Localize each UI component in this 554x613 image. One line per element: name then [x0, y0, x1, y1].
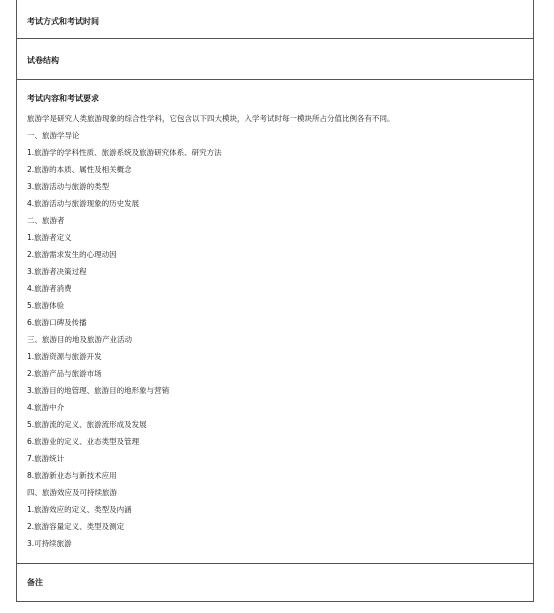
paper-structure-heading: 试卷结构: [27, 56, 59, 65]
content-list-item: 3.可持续旅游: [27, 539, 72, 548]
content-list-item: 1.旅游者定义: [27, 233, 72, 242]
content-list-item: 7.旅游统计: [27, 454, 65, 463]
remarks-row: [17, 564, 533, 602]
exam-syllabus-table: [16, 0, 534, 602]
exam-method-row: [17, 0, 533, 39]
content-list-item: 5.旅游流的定义、旅游流形成及发展: [27, 420, 147, 429]
content-list-item: 2.旅游产品与旅游市场: [27, 369, 102, 378]
content-list-item: 1.旅游效应的定义、类型及内涵: [27, 505, 132, 514]
remarks-heading: 备注: [27, 578, 43, 587]
content-list-item: 二、旅游者: [27, 216, 65, 225]
content-list-item: 5.旅游体验: [27, 301, 65, 310]
content-list-item: 一、旅游学导论: [27, 131, 80, 140]
content-list-item: 三、旅游目的地及旅游产业活动: [27, 335, 132, 344]
content-list-item: 3.旅游者决策过程: [27, 267, 87, 276]
content-list-item: 2.旅游需求发生的心理动因: [27, 250, 117, 259]
content-list-item: 四、旅游效应及可持续旅游: [27, 488, 117, 497]
content-list-item: 8.旅游新业态与新技术应用: [27, 471, 117, 480]
content-list-item: 4.旅游中介: [27, 403, 65, 412]
exam-method-heading: 考试方式和考试时间: [27, 17, 99, 26]
content-list-item: 3.旅游活动与旅游的类型: [27, 182, 110, 191]
content-heading: 考试内容和考试要求: [27, 94, 99, 103]
content-list-item: 3.旅游目的地管理、旅游目的地形象与营销: [27, 386, 170, 395]
content-list-item: 2.旅游的本质、属性及相关概念: [27, 165, 132, 174]
content-list-item: 1.旅游学的学科性质、旅游系统及旅游研究体系、研究方法: [27, 148, 222, 157]
content-list-item: 1.旅游资源与旅游开发: [27, 352, 102, 361]
content-list-item: 4.旅游者消费: [27, 284, 72, 293]
content-row: [17, 80, 533, 564]
content-list-item: 6.旅游口碑及传播: [27, 318, 87, 327]
content-list-item: 4.旅游活动与旅游现象的历史发展: [27, 199, 140, 208]
content-list-item: 2.旅游容量定义、类型及测定: [27, 522, 125, 531]
paper-structure-row: [17, 39, 533, 80]
content-intro-text: 旅游学是研究人类旅游现象的综合性学科，它包含以下四大模块，入学考试时每一模块所占分值比例各有不同。: [27, 114, 395, 123]
content-list-item: 6.旅游业的定义、业态类型及管理: [27, 437, 140, 446]
